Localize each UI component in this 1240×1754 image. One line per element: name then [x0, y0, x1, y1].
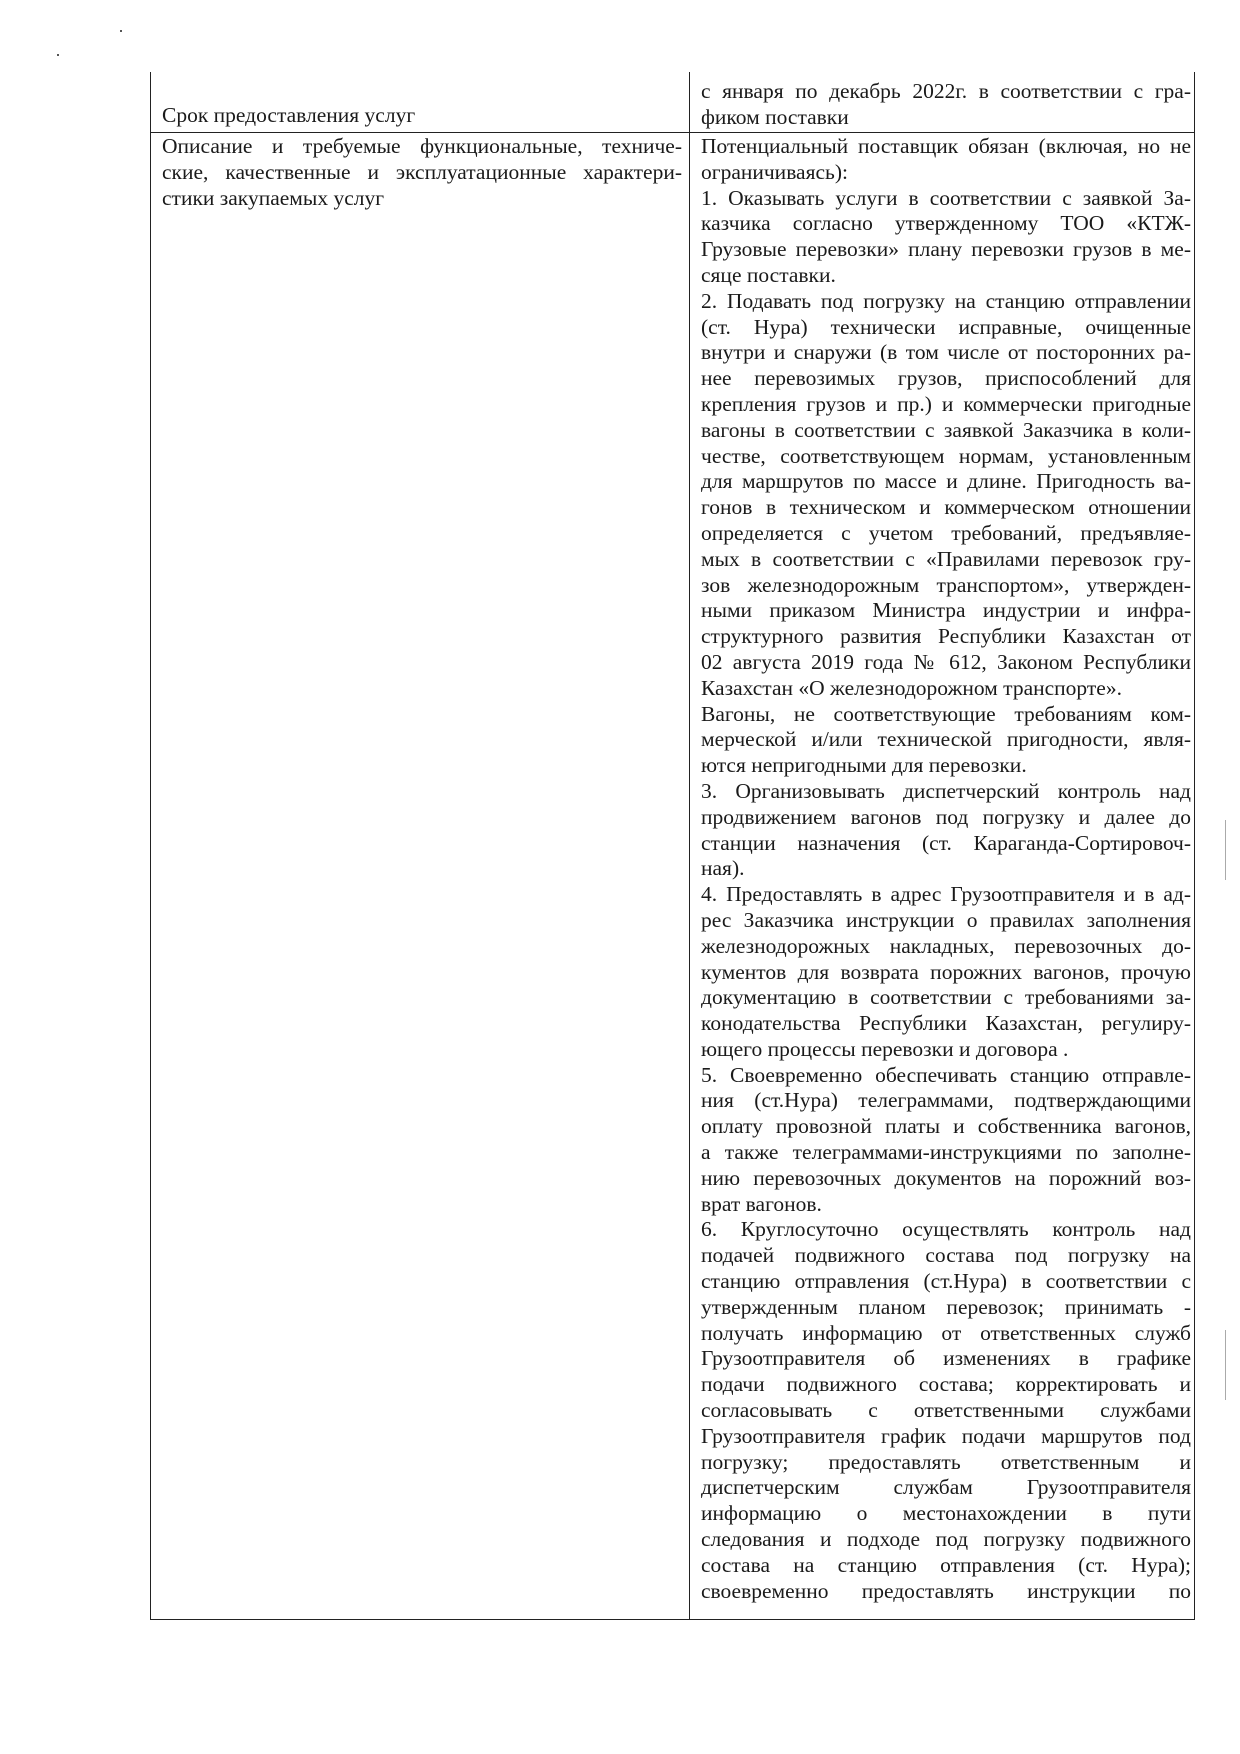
text-line: фиком поставки: [701, 104, 849, 129]
text-line: ограничиваясь):: [701, 159, 848, 184]
text-line: сяце поставки.: [701, 262, 836, 287]
text-line: станцию отправления (ст.Нура) в соответствии с: [701, 1269, 1191, 1294]
text-line: а также телеграммами-инструкциями по заполне-: [701, 1140, 1191, 1165]
column-divider: [689, 72, 690, 1619]
text-line: с января по декабрь 2022г. в соответствии с гра-: [701, 79, 1191, 103]
text-line: ными приказом Министра индустрии и инфра-: [701, 598, 1191, 623]
text-line: 6. Круглосуточно осуществлять контроль над: [701, 1217, 1191, 1242]
text-line: мерческой и/или технической пригодности, явля-: [701, 727, 1191, 752]
text-line: 02 августа 2019 года № 612, Законом Республики: [701, 649, 1191, 674]
text-line: утвержденным планом перевозок; принимать -: [701, 1294, 1191, 1319]
text-line: определяется с учетом требований, предъявляе-: [701, 520, 1191, 545]
text-line: мых в соответствии с «Правилами перевозок гру-: [701, 546, 1191, 571]
row-divider: [151, 132, 1194, 133]
text-line: врат вагонов.: [701, 1191, 822, 1216]
text-line: ющего процессы перевозки и договора .: [701, 1036, 1069, 1061]
text-line: станции назначения (ст. Караганда-Сортировоч-: [701, 830, 1191, 855]
text-line: рес Заказчика инструкции о правилах заполнения: [701, 907, 1191, 932]
text-line: 5. Своевременно обеспечивать станцию отправле-: [701, 1062, 1191, 1087]
text-line: Описание и требуемые функциональные, техниче-: [162, 134, 682, 158]
text-line: нию перевозочных документов на порожний воз-: [701, 1165, 1191, 1190]
text-line: структурного развития Республики Казахстан от: [701, 624, 1191, 649]
requirements-table: [150, 72, 1195, 1620]
row1-label-cell: [162, 103, 682, 129]
text-line: согласовывать с ответственными службами: [701, 1398, 1191, 1423]
text-line: документацию в соответствии с требованиями за-: [701, 985, 1191, 1010]
text-line: Грузоотправителя график подачи маршрутов под: [701, 1423, 1191, 1448]
text-line: погрузку; предоставлять ответственным и: [701, 1449, 1191, 1474]
text-line: диспетчерским службам Грузоотправителя: [701, 1475, 1191, 1500]
text-line: внутри и снаружи (в том числе от посторонних ра-: [701, 340, 1191, 365]
text-line: железнодорожных накладных, перевозочных до-: [701, 933, 1191, 958]
row1-value-cell: [701, 79, 1191, 131]
text-line: 3. Организовывать диспетчерский контроль над: [701, 778, 1191, 803]
text-line: следования и подходе под погрузку подвижного: [701, 1527, 1191, 1552]
text-line: оплату провозной платы и собственника вагонов,: [701, 1114, 1191, 1139]
text-line: продвижением вагонов под погрузку и далее до: [701, 804, 1191, 829]
scan-edge-mark: [1225, 820, 1226, 880]
text-line: зов железнодорожным транспортом», утвержден-: [701, 572, 1191, 597]
text-line: честве, соответствующем нормам, установленным: [701, 443, 1191, 468]
text-line: ния (ст.Нура) телеграммами, подтверждающими: [701, 1088, 1191, 1113]
text-line: Потенциальный поставщик обязан (включая, но не: [701, 134, 1191, 158]
row2-value-cell: [701, 134, 1191, 1604]
text-line: информацию о местонахождении в пути: [701, 1501, 1191, 1526]
text-line: нее перевозимых грузов, приспособлений для: [701, 366, 1191, 391]
text-line: своевременно предоставлять инструкции по: [701, 1578, 1191, 1603]
text-line: подачей подвижного состава под погрузку на: [701, 1243, 1191, 1268]
text-line: стики закупаемых услуг: [162, 185, 385, 210]
text-line: гонов в техническом и коммерческом отношении: [701, 495, 1191, 520]
text-line: кументов для возврата порожних вагонов, прочую: [701, 959, 1191, 984]
text-line: (ст. Нура) технически исправные, очищенные: [701, 314, 1191, 339]
text-line: 4. Предоставлять в адрес Грузоотправителя и в ад-: [701, 882, 1191, 907]
text-line: конодательства Республики Казахстан, регулиру-: [701, 1011, 1191, 1036]
text-line: Грузовые перевозки» плану перевозки грузов в ме-: [701, 237, 1191, 262]
text-line: подачи подвижного состава; корректировать и: [701, 1372, 1191, 1397]
scan-speck: [120, 30, 122, 32]
text-line: крепления грузов и пр.) и коммерчески пригодные: [701, 391, 1191, 416]
text-line: 1. Оказывать услуги в соответствии с заявкой За-: [701, 185, 1191, 210]
scan-speck: [57, 54, 59, 56]
text-line: состава на станцию отправления (ст. Нура);: [701, 1552, 1191, 1577]
text-line: Казахстан «О железнодорожном транспорте».: [701, 675, 1122, 700]
scan-edge-mark: [1225, 1330, 1226, 1400]
text-line: 2. Подавать под погрузку на станцию отправлении: [701, 288, 1191, 313]
row2-label-cell: [162, 134, 682, 211]
text-line: Грузоотправителя об изменениях в графике: [701, 1346, 1191, 1371]
text-line: вагоны в соответствии с заявкой Заказчика в коли-: [701, 417, 1191, 442]
text-line: ются непригодными для перевозки.: [701, 753, 1027, 778]
text-line: казчика согласно утвержденному ТОО «КТЖ-: [701, 211, 1191, 236]
text-line: получать информацию от ответственных служб: [701, 1320, 1191, 1345]
text-line: Вагоны, не соответствующие требованиям ком-: [701, 701, 1191, 726]
row1-label: Срок предоставления услуг: [162, 103, 416, 127]
text-line: ские, качественные и эксплуатационные характери-: [162, 159, 682, 184]
text-line: для маршрутов по массе и длине. Пригодность ва-: [701, 469, 1191, 494]
text-line: ная).: [701, 856, 745, 881]
